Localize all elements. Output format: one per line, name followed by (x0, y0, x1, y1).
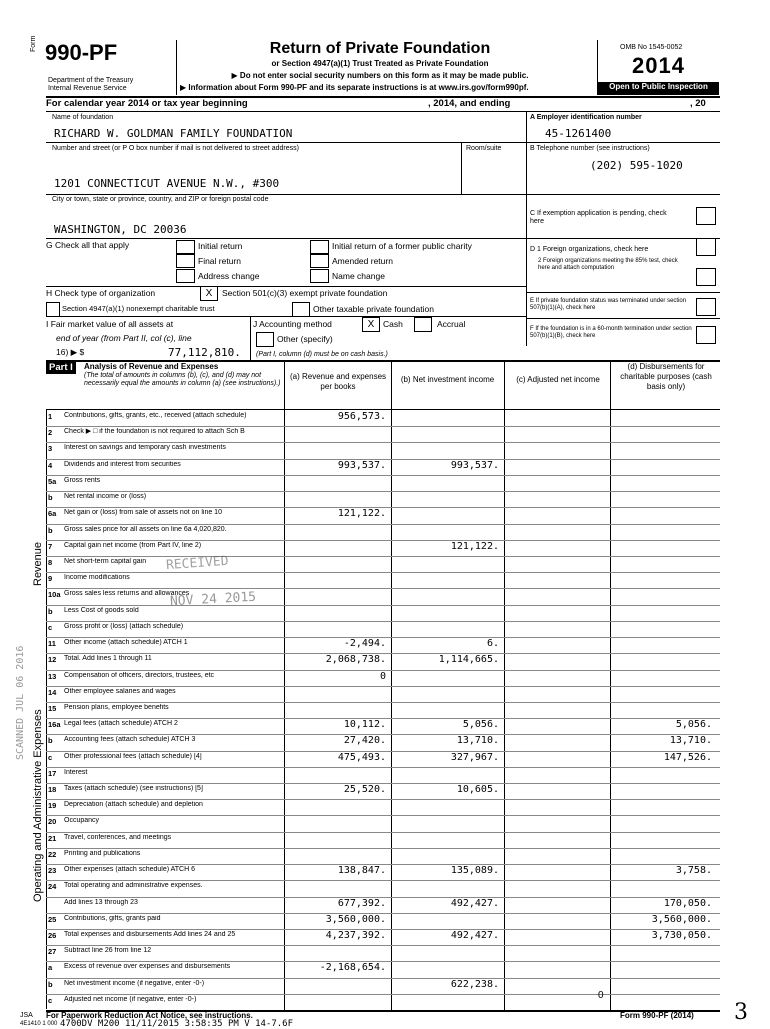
line-description: Contributions, gifts, grants, etc., received (attach schedule) (64, 412, 247, 419)
line26-col-c-value: 0 (598, 990, 604, 1001)
col-b-value[interactable]: 6. (486, 638, 499, 649)
table-row (46, 929, 720, 945)
col-b-value[interactable]: 13,710. (456, 735, 499, 747)
col-b-header: (b) Net investment income (400, 375, 495, 384)
city-value: WASHINGTON, DC 20036 (54, 223, 187, 236)
line-number: b (48, 525, 53, 535)
fmv-label-3: 16) ▶ $ (56, 347, 85, 357)
part1-tag: Part I (46, 362, 76, 374)
accrual-label: Accrual (437, 319, 466, 329)
col-b-value[interactable]: 10,605. (456, 784, 499, 795)
foreign-85-label: 2 Foreign organizations meeting the 85% test, check here and attach computation (538, 258, 678, 271)
omb-number: OMB No 1545-0052 (620, 44, 683, 51)
col-d-value[interactable]: 3,730,050. (651, 929, 712, 941)
col-b-value[interactable]: 492,427. (450, 929, 499, 941)
col-b-value[interactable]: 622,238. (450, 978, 499, 990)
phone-value: (202) 595-1020 (590, 159, 683, 172)
accounting-method-label: J Accounting method (253, 319, 332, 329)
ein-value: 45-1261400 (545, 127, 612, 140)
line-number: c (48, 622, 53, 632)
table-row (46, 540, 720, 556)
col-c-header: (c) Adjusted net income (516, 375, 600, 384)
ein-label: A Employer identification number (530, 114, 642, 121)
line-description: Other expenses (attach schedule) ATCH 6 (64, 866, 195, 874)
line-number: 5a (48, 476, 57, 486)
line-description: Adjusted net income (if negative, enter -0-) (64, 995, 197, 1003)
print-line: 4700DV M200 11/11/2015 3:58:35 PM V 14-7.6F (60, 1019, 293, 1029)
line-number: 10a (48, 590, 61, 600)
line-number: 2 (48, 428, 53, 438)
table-row (46, 751, 720, 767)
line-number: 16a (48, 720, 61, 730)
line-number: 26 (48, 930, 57, 940)
table-row (46, 670, 720, 686)
col-d-value[interactable]: 5,056. (675, 719, 712, 731)
form-title: Return of Private Foundation (269, 40, 491, 57)
part1-title: Analysis of Revenue and Expenses (84, 362, 219, 371)
line-description: Net rental income or (loss) (64, 493, 147, 501)
col-b-value[interactable]: 5,056. (462, 719, 499, 731)
line-number: 19 (48, 801, 57, 811)
table-row (46, 734, 720, 750)
table-row (46, 945, 720, 961)
line-description: Printing and publications (64, 849, 141, 857)
line-description: Pension plans, employee benefits (64, 703, 169, 711)
received-stamp: RECEIVED (165, 553, 230, 574)
exemption-pending-label: C If exemption application is pending, check here (530, 210, 667, 225)
table-row (46, 588, 720, 604)
jsa-label: JSA (20, 1012, 33, 1019)
line-number: 20 (48, 817, 57, 827)
street-address: 1201 CONNECTICUT AVENUE N.W., #300 (54, 177, 280, 190)
scan-side-stamp: SCANNED JUL 06 2016 (15, 645, 26, 760)
table-row (46, 459, 720, 475)
line-description: Net short-term capital gain (64, 557, 147, 565)
name-change-checkbox[interactable] (310, 269, 329, 283)
line-number: 17 (48, 768, 57, 778)
foundation-name-label: Name of foundation (52, 114, 114, 121)
line-description: Occupancy (64, 817, 100, 825)
form-number: 990-PF (45, 40, 118, 65)
calendar-year-mid: , 2014, and ending (428, 98, 511, 109)
line-number: 27 (48, 947, 57, 957)
table-row (46, 621, 720, 637)
other-method-checkbox[interactable] (256, 332, 274, 347)
cash-checkbox[interactable]: X (362, 317, 380, 332)
form-ref-footer: Form 990-PF (2014) (620, 1011, 694, 1020)
part1-title-note: (The total of amounts in columns (b), (c), and (d) may not necessarily equal the amounts in column (a) (see instructions).) (84, 372, 281, 387)
col-a-value[interactable]: 10,112. (343, 719, 386, 731)
line-description: Travel, conferences, and meetings (64, 833, 172, 841)
table-row (46, 653, 720, 669)
line-description: Net gain or (loss) from sale of assets not on line 10 (64, 509, 222, 517)
col-a-value[interactable]: 956,573. (337, 411, 386, 422)
handwritten-page: 3 (734, 1000, 748, 1025)
room-label: Room/suite (466, 145, 502, 152)
phone-label: B Telephone number (see instructions) (530, 145, 650, 152)
table-row (46, 832, 720, 848)
col-a-value[interactable]: 4,237,392. (325, 929, 386, 941)
sixty-month-checkbox[interactable] (696, 326, 716, 344)
table-row (46, 799, 720, 815)
city-label: City or town, state or province, country, and ZIP or foreign postal code (52, 196, 269, 203)
line-number: 4 (48, 460, 53, 470)
section-4947-label: Section 4947(a)(1) nonexempt charitable trust (62, 304, 215, 313)
line-number: 14 (48, 687, 57, 697)
table-row (46, 897, 720, 913)
col-d-value[interactable]: 3,560,000. (651, 913, 712, 925)
line-description: Gross profit or (loss) (attach schedule) (64, 622, 184, 630)
notice-info: ▶ Information about Form 990-PF and its separate instructions is at www.irs.gov/form990pf. (180, 83, 529, 92)
line-number: 3 (48, 444, 53, 454)
table-row (46, 994, 720, 1010)
line-description: Legal fees (attach schedule) ATCH 2 (64, 720, 178, 728)
line-description: Gross sales price for all assets on line 6a 4,020,820. (64, 525, 227, 533)
col-d-value[interactable]: 3,758. (675, 865, 712, 877)
street-label: Number and street (or P O box number if mail is not delivered to street address) (52, 145, 299, 152)
col-b-value[interactable]: 492,427. (450, 897, 499, 909)
dept-line-1: Department of the Treasury (48, 77, 134, 84)
table-row (46, 572, 720, 588)
table-row (46, 507, 720, 523)
table-row (46, 637, 720, 653)
line-description: Gross sales less returns and allowances (64, 590, 190, 598)
col-a-value[interactable]: 993,537. (337, 459, 386, 471)
table-row (46, 410, 720, 426)
col-a-value[interactable]: 475,493. (337, 751, 386, 763)
line-number: 15 (48, 703, 57, 713)
table-row (46, 553, 720, 574)
address-change-label: Address change (198, 271, 260, 281)
amended-return-checkbox[interactable] (310, 254, 329, 268)
line-description: Other employee salaries and wages (64, 687, 176, 695)
line-description: Interest (64, 768, 88, 776)
line-number: b (48, 979, 53, 989)
line-description: Interest on savings and temporary cash investments (64, 444, 226, 452)
line-number: 8 (48, 557, 53, 567)
table-row (46, 718, 720, 734)
table-row (46, 978, 720, 994)
line-number: 23 (48, 866, 57, 876)
line-number: 7 (48, 541, 53, 551)
status-terminated-label: E If private foundation status was terminated under section 507(b)(1)(A), check here (530, 298, 687, 311)
line-description: Dividends and interest from securities (64, 460, 181, 468)
initial-return-checkbox[interactable] (176, 240, 195, 254)
table-row (46, 815, 720, 831)
col-a-value[interactable]: -2,494. (343, 638, 386, 649)
exemption-pending-checkbox[interactable] (696, 207, 716, 225)
line-description: Taxes (attach schedule) (see instructions) [5] (64, 785, 203, 792)
col-a-value[interactable]: 121,122. (337, 508, 386, 520)
col-b-value[interactable]: 121,122. (450, 540, 499, 552)
table-row (46, 880, 720, 896)
cash-label: Cash (383, 319, 403, 329)
col-a-value[interactable]: 3,560,000. (325, 913, 386, 925)
line-number: 25 (48, 914, 57, 924)
line-description: Subtract line 26 from line 12 (64, 947, 152, 955)
final-return-label: Final return (198, 256, 241, 266)
col-a-value[interactable]: 27,420. (343, 735, 386, 747)
fmv-value: 77,112,810. (168, 346, 241, 359)
jsa-code: 4E1410 1 000 (20, 1021, 58, 1027)
col-d-value[interactable]: 170,050. (663, 897, 712, 909)
line-description: Total operating and administrative expenses. (64, 882, 203, 890)
col-a-value[interactable]: 0 (379, 670, 386, 682)
table-row (46, 491, 720, 507)
table-row (46, 913, 720, 929)
amended-return-label: Amended return (332, 256, 393, 266)
line-description: Less Cost of goods sold (64, 606, 139, 614)
col-a-value[interactable]: 138,847. (337, 865, 386, 877)
line-number: b (48, 606, 53, 616)
table-row (46, 848, 720, 864)
col-a-value[interactable]: 25,520. (343, 784, 386, 795)
col-d-header: (d) Disbursements for charitable purposes (cash basis only) (620, 362, 712, 391)
col-b-value[interactable]: 1,114,665. (438, 654, 499, 666)
former-public-charity-checkbox[interactable] (310, 240, 329, 254)
table-row (46, 605, 720, 621)
table-row (46, 524, 720, 540)
line-description: Depreciation (attach schedule) and depletion (64, 801, 203, 809)
col-b-value[interactable]: 135,089. (450, 865, 499, 877)
col-b-value[interactable]: 327,967. (450, 751, 499, 763)
paperwork-notice: For Paperwork Reduction Act Notice, see instructions. (46, 1011, 253, 1020)
form-label: Form (30, 35, 37, 52)
other-method-label: Other (specify) (277, 334, 333, 344)
foundation-name: RICHARD W. GOLDMAN FAMILY FOUNDATION (54, 127, 293, 140)
fmv-label-1: I Fair market value of all assets at (46, 319, 174, 329)
accrual-checkbox[interactable] (414, 317, 432, 332)
col-a-value[interactable]: 677,392. (337, 897, 386, 909)
table-row (46, 767, 720, 783)
line-description: Add lines 13 through 23 (64, 898, 138, 906)
foreign-85-checkbox[interactable] (696, 268, 716, 286)
cash-basis-note: (Part I, column (d) must be on cash basis.) (256, 351, 388, 358)
calendar-year-label: For calendar year 2014 or tax year beginning (46, 98, 248, 109)
table-row (46, 426, 720, 442)
table-row (46, 961, 720, 977)
section-g-label: G Check all that apply (46, 240, 130, 250)
line-number: 6a (48, 509, 57, 519)
calendar-year-end: , 20 (690, 98, 706, 109)
table-row (46, 475, 720, 491)
final-return-checkbox[interactable] (176, 254, 195, 268)
dept-line-2: Internal Revenue Service (48, 85, 127, 92)
table-row (46, 702, 720, 718)
former-public-charity-label: Initial return of a former public charity (332, 241, 472, 251)
status-terminated-checkbox[interactable] (696, 298, 716, 316)
line-description: Capital gain net income (from Part IV, line 2) (64, 541, 202, 549)
initial-return-label: Initial return (198, 241, 243, 251)
other-taxable-checkbox[interactable] (292, 302, 310, 317)
section-501c3-label: Section 501(c)(3) exempt private foundation (222, 288, 388, 298)
line-description: Income modifications (64, 574, 130, 582)
col-d-value[interactable]: 13,710. (669, 735, 712, 747)
address-change-checkbox[interactable] (176, 269, 195, 283)
line-description: Compensation of officers, directors, trustees, etc (64, 671, 215, 679)
section-4947-checkbox[interactable] (46, 302, 60, 317)
tax-year: 2014 (632, 53, 685, 78)
col-a-value[interactable]: -2,168,654. (319, 962, 386, 974)
line-number: b (48, 493, 53, 503)
line-description: Contributions, gifts, grants paid (64, 914, 161, 922)
line-number: b (48, 736, 53, 746)
foreign-org-checkbox[interactable] (696, 238, 716, 256)
table-row (46, 864, 720, 880)
table-row (46, 783, 720, 799)
line-number: c (48, 752, 53, 762)
section-501c3-checkbox[interactable]: X (200, 286, 218, 301)
line-description: Gross rents (64, 476, 101, 484)
line-number: 18 (48, 785, 57, 794)
line-description: Other income (attach schedule) ATCH 1 (64, 639, 188, 646)
line-number: c (48, 995, 53, 1005)
line-number: 24 (48, 882, 57, 892)
line-description: Accounting fees (attach schedule) ATCH 3 (64, 736, 196, 744)
line-number: 13 (48, 671, 57, 681)
line-number: 1 (48, 412, 53, 421)
line-number: 9 (48, 574, 53, 584)
line-number: 21 (48, 833, 57, 843)
form-subtitle: or Section 4947(a)(1) Trust Treated as Private Foundation (271, 59, 489, 68)
open-public-badge: Open to Public Inspection (598, 82, 719, 95)
table-row (46, 442, 720, 458)
notice-ssn: ▶ Do not enter social security numbers on this form as it may be made public. (231, 71, 529, 80)
line-number: 22 (48, 849, 57, 859)
other-taxable-label: Other taxable private foundation (313, 304, 434, 314)
sixty-month-label: F If the foundation is in a 60-month termination under section 507(b)(1)(B), check here (530, 326, 692, 339)
foreign-org-label: D 1 Foreign organizations, check here (530, 246, 649, 253)
line-description: Excess of revenue over expenses and disbursements (64, 963, 231, 971)
col-d-value[interactable]: 147,526. (663, 751, 712, 763)
section-h-label: H Check type of organization (46, 288, 156, 298)
col-a-value[interactable]: 2,068,738. (325, 654, 386, 666)
revenue-side-label: Revenue (32, 541, 44, 586)
table-row (46, 686, 720, 702)
line-description: Total. Add lines 1 through 11 (64, 655, 152, 663)
name-change-label: Name change (332, 271, 385, 281)
col-a-header: (a) Revenue and expenses per books (289, 372, 387, 391)
line-description: Net investment income (if negative, enter -0-) (64, 979, 205, 987)
line-number: 11 (48, 639, 56, 648)
col-b-value[interactable]: 993,537. (450, 459, 499, 471)
line-number: a (48, 963, 53, 973)
line-description: Other professional fees (attach schedule) [4] (64, 752, 202, 760)
line-description: Total expenses and disbursements Add lines 24 and 25 (64, 930, 236, 938)
fmv-label-2: end of year (from Part II, col (c), line (56, 333, 192, 343)
line-number: 12 (48, 655, 57, 665)
received-date-stamp: NOV 24 2015 (169, 589, 257, 610)
expenses-side-label: Operating and Administrative Expenses (32, 709, 44, 902)
line-description: Check ▶ □ if the foundation is not required to attach Sch B (64, 428, 245, 436)
